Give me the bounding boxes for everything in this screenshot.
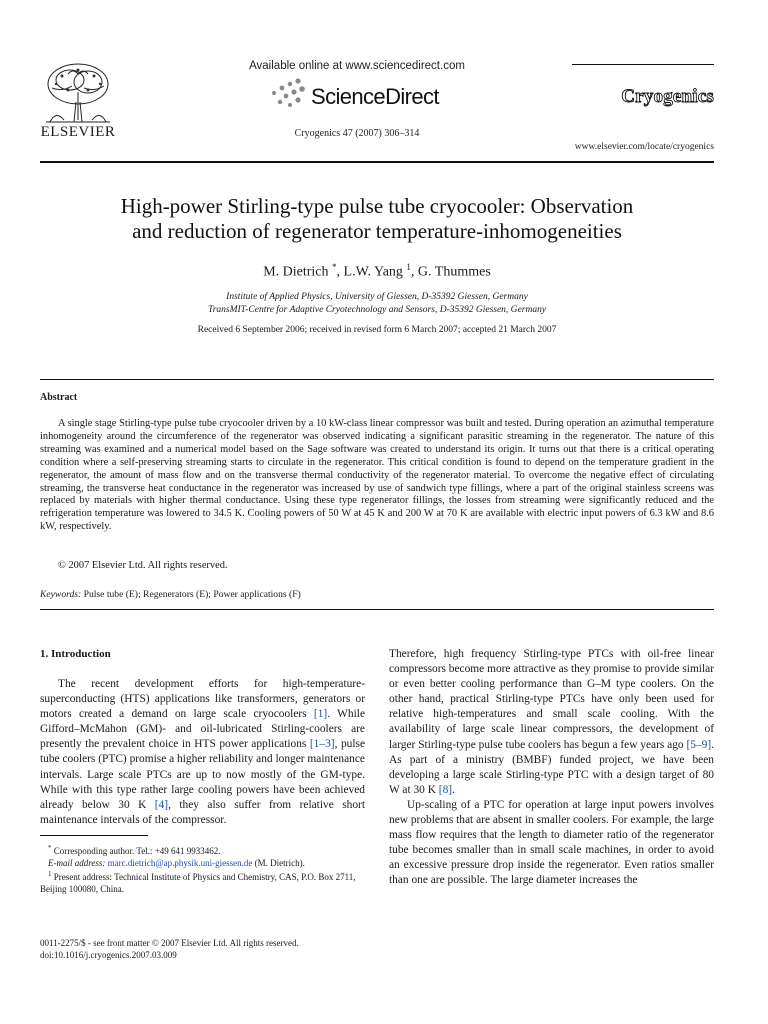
header-rule-right <box>572 64 714 65</box>
footnote-rule <box>40 835 148 836</box>
header-divider <box>40 161 714 163</box>
citation-link[interactable]: [4] <box>154 798 169 811</box>
email-suffix: (M. Dietrich). <box>254 857 305 868</box>
abstract-copyright: © 2007 Elsevier Ltd. All rights reserved. <box>58 560 228 571</box>
citation-link[interactable]: [5–9] <box>686 738 712 751</box>
paragraph-text: Up-scaling of a PTC for operation at large input powers involves new problems that are absent in smaller coolers. For example, the large mass flow requires that the length to diameter ratio of the regenerator tube becomes smaller than in small scale machines, in order to avoid an excessive pressure drop inside the regenerator. Even ratios smaller than one are possible. The large diameter increases the <box>389 798 714 887</box>
issn-doi-block <box>40 937 365 961</box>
author-list <box>40 262 714 281</box>
author-name[interactable]: L.W. Yang <box>343 264 403 280</box>
author-separator: , <box>336 264 344 280</box>
intro-paragraph-1 <box>40 677 365 828</box>
title-line-2: and reduction of regenerator temperature-inhomogeneities <box>132 219 622 243</box>
article-title <box>40 194 714 244</box>
journal-url-link[interactable]: www.elsevier.com/locate/cryogenics <box>574 142 714 152</box>
author-separator: , <box>410 264 418 280</box>
affiliation-1: Institute of Applied Physics, University of Giessen, D-35392 Giessen, Germany <box>226 292 528 302</box>
right-column <box>389 647 714 889</box>
abstract-text: A single stage Stirling-type pulse tube cryocooler driven by a 10 kW-class linear compressor was built and tested. During operation an azimuthal temperature inhomogeneity around the circumference of the regenerator was observed indicating a significant parasitic streaming in the regenerator. The nature of this streaming was examined and a numerical model based on the Sage software was created to understand its origin. It turns out that there is a critical operating condition where a self-preserving streaming starts to circulate in the regenerator. This critical condition is found to depend on the temperature gradient in the regenerator, the amount of mass flow and on the transverse thermal conductivity of the regenerator material. To overcome the negative effect of circulating streaming, the transverse heat conductance in the regenerator was increased by use of sandwich type fillings, where a part of the original stainless screens was replaced by materials with higher thermal conductance. Using these type regenerator fillings, the losses from streaming were significantly reduced and the refrigeration temperature was lowered to 34.5 K. Cooling powers of 50 W at 45 K and 200 W at 70 K are available with electric input powers of 6.3 kW and 8.6 kW, respectively. <box>40 418 714 533</box>
paragraph-text: , they also suffer from relative short maintenance intervals of the compressor. <box>40 798 365 826</box>
paragraph-text: Therefore, high frequency Stirling-type PTCs with oil-free linear compressors become more attractive as they promise to provide similar or even better cooling performance than G–M type coolers. On the other hand, practical Stirling-type PTCs have only been used for relative high-temperatures and small scale cooling. With the availability of large scale linear compressors, the development of larger Stirling-type pulse tube coolers has begun a few years ago <box>389 648 714 751</box>
author-name[interactable]: G. Thummes <box>417 264 491 280</box>
footnote-corresponding <box>40 843 365 858</box>
citation-link[interactable]: [8] <box>438 783 453 796</box>
email-link[interactable]: marc.dietrich@ap.physik.uni-giessen.de <box>107 857 253 868</box>
keywords-line <box>40 589 301 600</box>
abstract-heading: Abstract <box>40 392 78 403</box>
available-online-text[interactable]: Available online at www.sciencedirect.com <box>249 60 465 72</box>
abstract-bottom-rule <box>40 609 714 610</box>
author-mark[interactable]: * <box>332 262 337 272</box>
paragraph-text: . While Gifford–McMahon (GM)- and oil-lubricated Stirling-coolers are presently the prevalent choice in HTS power applications <box>40 708 365 751</box>
title-line-1: High-power Stirling-type pulse tube cryocooler: Observation <box>120 194 634 218</box>
article-dates: Received 6 September 2006; received in revised form 6 March 2007; accepted 21 March 2007 <box>197 325 557 335</box>
paragraph-text: . As part of a ministry (BMBF) funded project, we have been developing a large scale Stirling-type PTC with a design target of 80 W at 30 K <box>389 738 714 796</box>
section-heading-introduction: 1. Introduction <box>40 648 111 660</box>
paragraph-text: . <box>452 783 455 796</box>
publisher-name: ELSEVIER <box>40 124 116 140</box>
footnote-text: Present address: Technical Institute of Physics and Chemistry, CAS, P.O. Box 2711, Beijing 100080, China. <box>40 872 356 894</box>
footnote-text: Corresponding author. Tel.: +49 641 9933462. <box>53 846 221 856</box>
journal-name-logo: Cryogenics <box>621 86 714 107</box>
keywords-label: Keywords: <box>40 589 82 600</box>
doi-line[interactable]: doi:10.1016/j.cryogenics.2007.03.009 <box>40 950 177 960</box>
sciencedirect-dots-icon <box>268 75 308 109</box>
footnotes <box>40 843 365 895</box>
footnote-present-address <box>40 869 365 895</box>
affiliations <box>40 291 714 317</box>
footnote-mark: * <box>48 844 52 852</box>
citation-link[interactable]: [1–3] <box>309 738 335 751</box>
footnote-mark: 1 <box>48 870 52 879</box>
citation-link[interactable]: [1] <box>313 708 328 721</box>
intro-paragraph-3 <box>389 798 714 889</box>
affiliation-2: TransMIT-Centre for Adaptive Cryotechnology and Sensors, D-35392 Giessen, Germany <box>207 305 547 315</box>
issn-line: 0011-2275/$ - see front matter © 2007 Elsevier Ltd. All rights reserved. <box>40 938 299 948</box>
paragraph-text: , pulse tube coolers (PTC) promise a higher reliability and longer maintenance intervals. Large scale PTCs are up to now mostly of the GM-type. While with this type rather large cooling powers have been achieved already below 30 K <box>40 738 365 811</box>
sciencedirect-logo-text: ScienceDirect <box>311 84 439 109</box>
author-mark[interactable]: 1 <box>406 262 411 272</box>
journal-citation: Cryogenics 47 (2007) 306–314 <box>294 128 420 139</box>
paragraph-text: The recent development efforts for high-temperature-superconducting (HTS) applications like transformers, generators or motors created a demand on large scale cryocoolers <box>40 678 365 721</box>
left-column <box>40 677 365 828</box>
intro-paragraph-2 <box>389 647 714 798</box>
email-label: E-mail address: <box>48 857 106 868</box>
abstract-top-rule <box>40 379 714 380</box>
author-name[interactable]: M. Dietrich <box>263 264 329 280</box>
footnote-email <box>40 858 365 870</box>
keywords-list: Pulse tube (E); Regenerators (E); Power applications (F) <box>83 589 301 600</box>
elsevier-tree-icon <box>38 62 118 126</box>
